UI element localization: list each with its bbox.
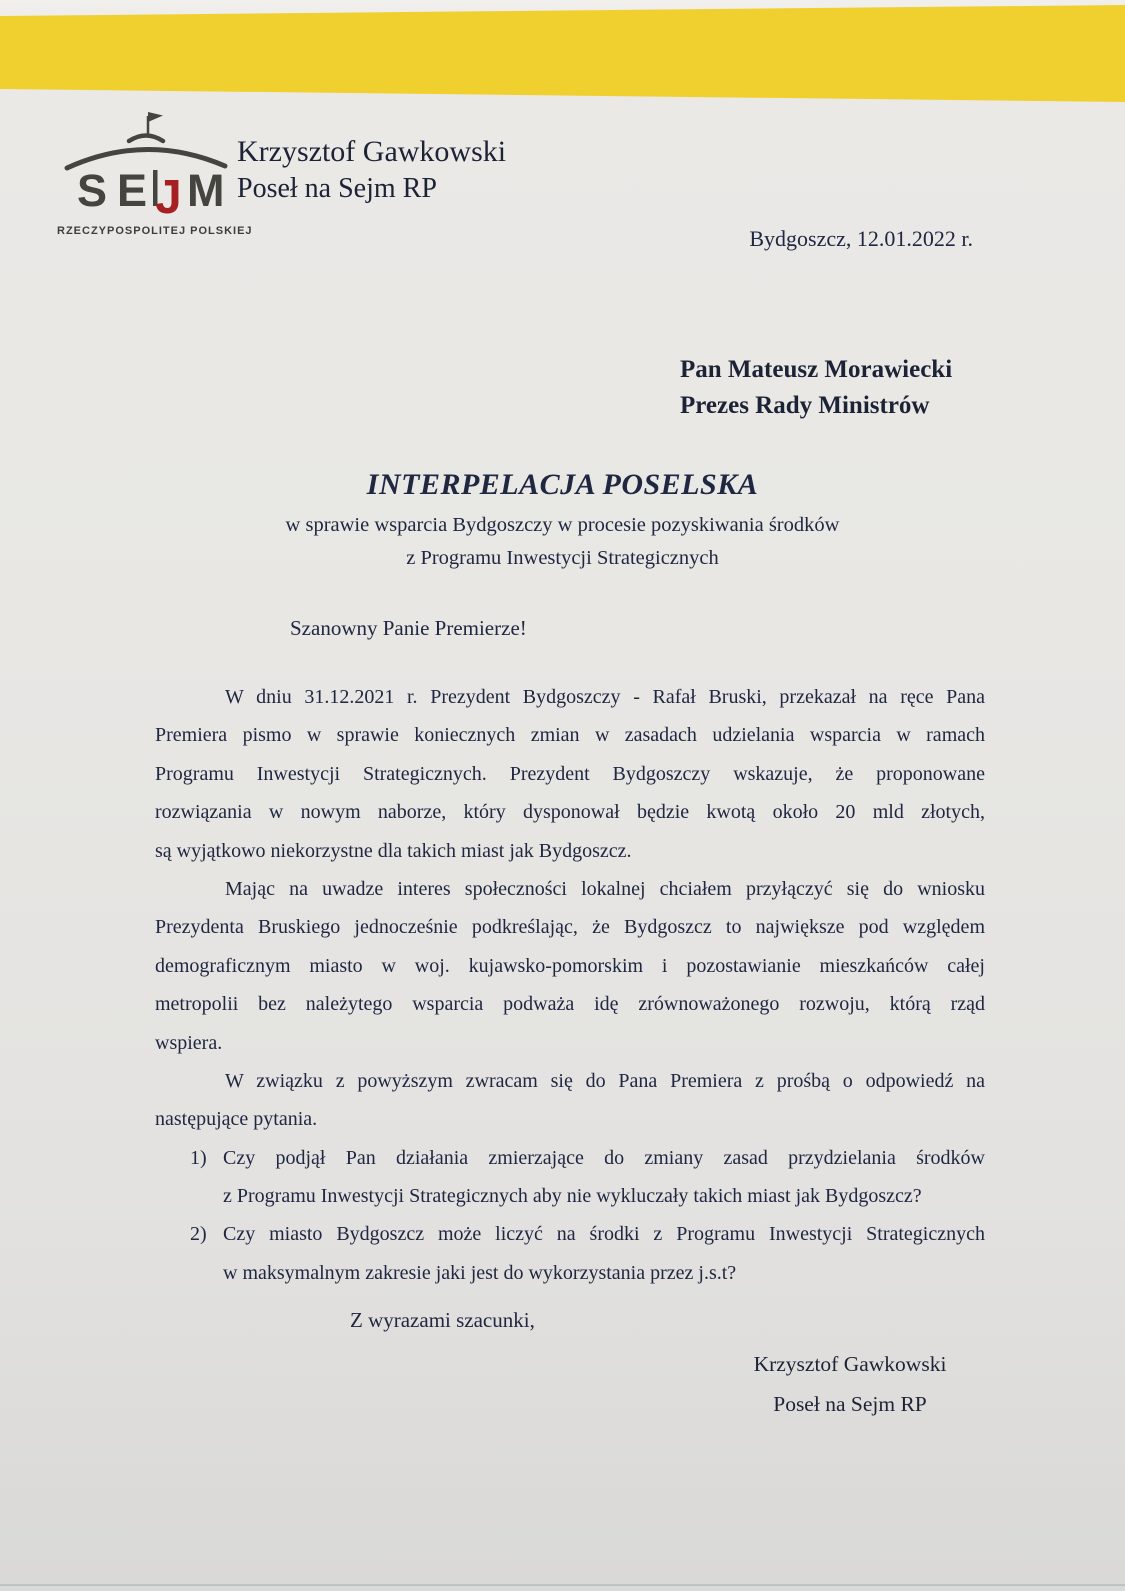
question-marker: 2): [190, 1223, 207, 1246]
body-line: Mając na uwadze interes społeczności lokalnej chciałem przyłączyć się do wniosku: [225, 877, 985, 900]
sejm-logo: [55, 106, 253, 237]
logo-caption: RZECZYPOSPOLITEJ POLSKIEJ: [57, 225, 253, 237]
body-line: wspiera.: [155, 1031, 223, 1054]
closing-phrase: Z wyrazami szacunki,: [350, 1308, 535, 1333]
body-line: Prezydenta Bruskiego jednocześnie podkreślając, że Bydgoszcz to największe pod względem: [155, 916, 985, 939]
logo-letter-m: M: [187, 165, 225, 216]
sejm-dome-icon: [55, 106, 237, 226]
signature-block: [735, 1344, 965, 1424]
flag-icon: [148, 112, 163, 122]
question-text: [223, 1139, 985, 1216]
paragraph: [155, 870, 985, 1062]
paragraph: [155, 678, 985, 870]
recipient-name: Pan Mateusz Morawiecki: [680, 356, 953, 383]
sender-block: [237, 133, 506, 207]
subtitle-line: w sprawie wsparcia Bydgoszczy w procesie pozyskiwania środków: [285, 514, 840, 536]
question-item: [190, 1139, 985, 1216]
question-text: [223, 1215, 985, 1292]
question-line: w maksymalnym zakresie jaki jest do wykorzystania przez j.s.t?: [223, 1261, 737, 1284]
subtitle-line: z Programu Inwestycji Strategicznych: [406, 547, 719, 569]
paragraph: [155, 1062, 985, 1139]
sender-name: Krzysztof Gawkowski: [237, 135, 507, 168]
logo-letter-s: S: [77, 165, 108, 216]
body-line: demograficznym miasto w woj. kujawsko-pomorskim i pozostawianie mieszkańców całej: [155, 954, 985, 977]
signature-name: Krzysztof Gawkowski: [753, 1352, 947, 1376]
letter-body: [155, 616, 985, 1339]
question-marker: 1): [190, 1146, 207, 1169]
question-line: z Programu Inwestycji Strategicznych aby nie wykluczały takich miast jak Bydgoszcz?: [223, 1185, 922, 1208]
dateline: Bydgoszcz, 12.01.2022 r.: [749, 226, 973, 251]
question-list: [190, 1139, 985, 1293]
salutation: Szanowny Panie Premierze!: [290, 616, 527, 640]
signature-role: Poseł na Sejm RP: [773, 1392, 927, 1416]
body-line: Programu Inwestycji Strategicznych. Prezydent Bydgoszczy wskazuje, że proponowane: [155, 762, 985, 785]
sender-role: Poseł na Sejm RP: [237, 173, 437, 204]
logo-letter-e: E: [117, 165, 148, 216]
yellow-band: [0, 0, 1125, 112]
question-line: Czy podjął Pan działania zmierzające do zmiany zasad przydzielania środków: [223, 1146, 985, 1169]
question-item: [190, 1215, 985, 1292]
body-line: następujące pytania.: [155, 1108, 318, 1131]
question-line: Czy miasto Bydgoszcz może liczyć na środki z Programu Inwestycji Strategicznych: [223, 1223, 985, 1246]
page-bottom-edge: [0, 1584, 1125, 1586]
body-line: rozwiązania w nowym naborze, który dysponował będzie kwotą około 20 mld złotych,: [155, 801, 985, 824]
title-block: [0, 468, 1125, 575]
document-subtitle: [0, 509, 1125, 575]
recipient-role: Prezes Rady Ministrów: [680, 392, 930, 419]
document-title: INTERPELACJA POSELSKA: [366, 468, 759, 501]
body-line: W dniu 31.12.2021 r. Prezydent Bydgoszczy - Rafał Bruski, przekazał na ręce Pana: [225, 686, 985, 708]
body-line: Premiera pismo w sprawie koniecznych zmian w zasadach udzielania wsparcia w ramach: [155, 724, 985, 747]
body-line: W związku z powyższym zwracam się do Pana Premiera z prośbą o odpowiedź na: [225, 1069, 985, 1092]
logo-letter-j: J: [155, 171, 182, 224]
recipient-block: [680, 352, 952, 424]
body-paragraphs: [155, 678, 985, 1139]
body-line: metropolii bez należytego wsparcia podważa idę zrównoważonego rozwoju, którą rząd: [155, 993, 985, 1016]
body-line: są wyjątkowo niekorzystne dla takich miast jak Bydgoszcz.: [155, 839, 632, 862]
